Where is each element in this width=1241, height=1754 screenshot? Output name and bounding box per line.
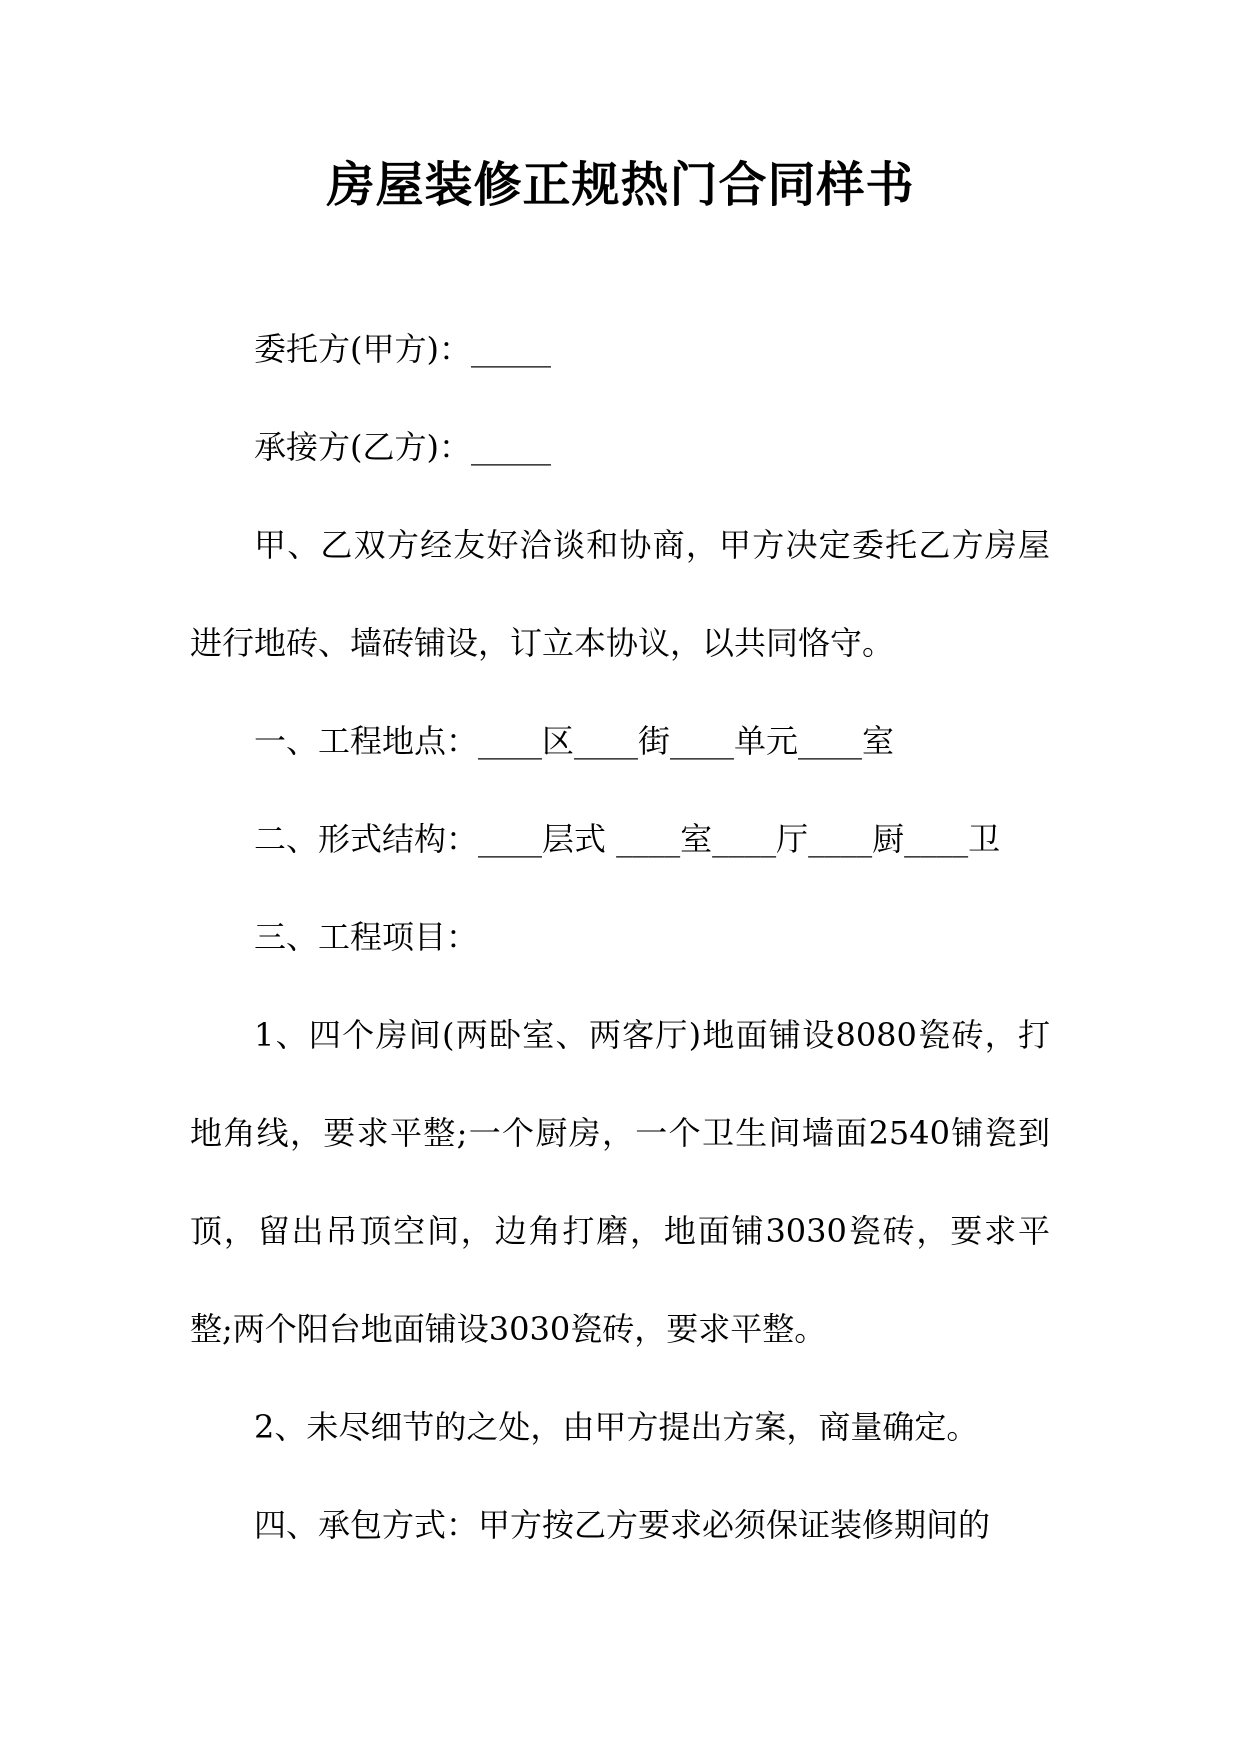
agreement-intro-paragraph: 甲、乙双方经友好洽谈和协商，甲方决定委托乙方房屋进行地砖、墙砖铺设，订立本协议，以共同恪守。 xyxy=(190,526,1050,662)
project-item-2-paragraph: 2、未尽细节的之处，由甲方提出方案，商量确定。 xyxy=(254,1408,979,1446)
contract-method-paragraph: 四、承包方式：甲方按乙方要求必须保证装修期间的 xyxy=(254,1506,991,1544)
party-b-line: 承接方(乙方)：_____ xyxy=(254,428,551,466)
project-item-1-paragraph: 1、四个房间(两卧室、两客厅)地面铺设8080瓷砖，打地角线，要求平整;一个厨房，一个卫生间墙面2540铺瓷到顶，留出吊顶空间，边角打磨，地面铺3030瓷砖，要求平整;两个阳台地面铺设3030瓷砖，要求平整。 xyxy=(190,1016,1050,1348)
party-a-line: 委托方(甲方)：_____ xyxy=(254,330,551,368)
document-body xyxy=(190,300,1050,1574)
document-title: 房屋装修正规热门合同样书 xyxy=(326,157,915,213)
project-location-line: 一、工程地点：____区____街____单元____室 xyxy=(254,722,895,760)
project-items-heading: 三、工程项目： xyxy=(254,918,479,956)
structure-form-line: 二、形式结构：____层式 ____室____厅____厨____卫 xyxy=(254,820,1001,858)
